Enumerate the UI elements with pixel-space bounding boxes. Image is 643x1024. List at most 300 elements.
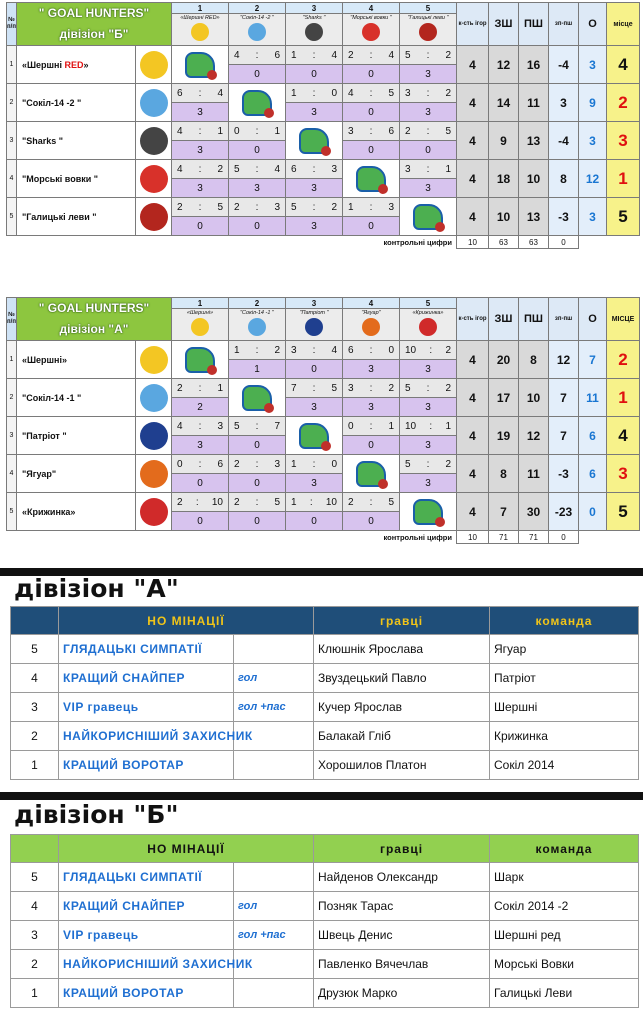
mascot-icon-figure xyxy=(185,52,215,78)
goals-conceded: 16 xyxy=(519,46,549,84)
score-separator: : xyxy=(429,344,433,356)
score-separator: : xyxy=(312,87,316,99)
control-goals-conceded: 63 xyxy=(519,236,549,249)
goals-conceded: 10 xyxy=(519,379,549,417)
nominee-team: Ягуар xyxy=(490,635,639,664)
match-points: 0 xyxy=(172,512,229,531)
score-away: 5 xyxy=(331,382,337,394)
score-away: 2 xyxy=(388,382,394,394)
score-home: 10 xyxy=(405,344,417,356)
goal-difference-header: зп-пш xyxy=(549,298,579,341)
score-home: 1 xyxy=(291,496,297,508)
score-separator: : xyxy=(369,496,373,508)
final-place: 4 xyxy=(607,417,640,455)
nomination-rank: 5 xyxy=(11,635,59,664)
team-column-header xyxy=(343,14,400,46)
mascot-icon xyxy=(400,204,456,230)
match-points: 0 xyxy=(229,512,286,531)
mascot-icon-figure xyxy=(413,499,443,525)
team-name xyxy=(17,493,136,531)
score-away: 3 xyxy=(388,201,394,213)
column-number: 3 xyxy=(286,3,343,14)
nominee-team: Патріот xyxy=(490,664,639,693)
match-points: 3 xyxy=(286,217,343,236)
nominations-header-blank xyxy=(11,835,59,863)
team-column-header xyxy=(400,14,457,46)
mascot-icon xyxy=(400,499,456,525)
score-home: 3 xyxy=(405,87,411,99)
team-logo-icon xyxy=(140,127,168,155)
score-separator: : xyxy=(309,496,313,508)
nomination-note xyxy=(234,863,314,892)
team-name xyxy=(17,160,136,198)
match-score-values xyxy=(400,383,456,394)
match-points: 0 xyxy=(343,217,400,236)
mascot-icon xyxy=(229,90,285,116)
score-away: 5 xyxy=(445,125,451,137)
score-home: 2 xyxy=(348,49,354,61)
team-column-header xyxy=(286,309,343,341)
mascot-icon xyxy=(286,128,342,154)
team-logo-icon xyxy=(248,23,266,41)
column-number: 1 xyxy=(172,3,229,14)
nomination-rank: 2 xyxy=(11,950,59,979)
match-points: 0 xyxy=(229,217,286,236)
score-separator: : xyxy=(255,458,259,470)
match-points: 3 xyxy=(400,360,457,379)
score-away: 2 xyxy=(217,163,223,175)
final-place: 5 xyxy=(607,198,640,236)
score-separator: : xyxy=(312,49,316,61)
match-score-values xyxy=(400,459,456,470)
goals-scored: 20 xyxy=(489,341,519,379)
goals-conceded: 13 xyxy=(519,198,549,236)
team-name xyxy=(17,455,136,493)
score-away: 2 xyxy=(274,344,280,356)
nominee-team: Крижинка xyxy=(490,722,639,751)
games-played: 4 xyxy=(457,46,489,84)
match-score-values xyxy=(172,459,228,470)
match-score xyxy=(343,379,400,398)
score-separator: : xyxy=(198,458,202,470)
match-points: 3 xyxy=(172,141,229,160)
score-home: 2 xyxy=(177,382,183,394)
nominations-header-row xyxy=(11,607,639,635)
score-separator: : xyxy=(198,382,202,394)
match-points: 0 xyxy=(229,474,286,493)
score-separator: : xyxy=(198,201,202,213)
goals-scored: 17 xyxy=(489,379,519,417)
match-score-values xyxy=(172,164,228,175)
match-score-values xyxy=(172,202,228,213)
score-home: 1 xyxy=(291,49,297,61)
match-points: 2 xyxy=(172,398,229,417)
score-away: 2 xyxy=(445,87,451,99)
match-score xyxy=(400,455,457,474)
score-away: 10 xyxy=(325,496,337,508)
header-row xyxy=(7,298,640,309)
column-number: 3 xyxy=(286,298,343,309)
match-points: 3 xyxy=(343,398,400,417)
row-number: 5 xyxy=(7,198,17,236)
team-column-header: команда xyxy=(490,607,639,635)
match-points: 3 xyxy=(400,398,457,417)
mascot-icon-figure xyxy=(299,128,329,154)
nomination-row xyxy=(11,722,639,751)
nominations-table-division-b xyxy=(10,834,639,1008)
match-points: 0 xyxy=(286,360,343,379)
match-points: 0 xyxy=(343,103,400,122)
score-separator: : xyxy=(255,163,259,175)
score-away: 3 xyxy=(331,163,337,175)
goals-scored: 14 xyxy=(489,84,519,122)
team-column-header xyxy=(172,309,229,341)
match-score-values xyxy=(400,345,456,356)
goals-conceded: 10 xyxy=(519,160,549,198)
score-separator: : xyxy=(369,382,373,394)
nominee-player: Звуздецький Павло xyxy=(314,664,490,693)
match-score xyxy=(172,417,229,436)
score-home: 7 xyxy=(291,382,297,394)
mascot-icon-figure xyxy=(299,423,329,449)
score-home: 1 xyxy=(234,344,240,356)
nominee-team: Сокіл 2014 xyxy=(490,751,639,780)
games-played: 4 xyxy=(457,455,489,493)
header-row xyxy=(7,3,640,14)
nomination-note: гол +пас xyxy=(234,693,314,722)
team-column-label: «Шершні» xyxy=(186,310,214,316)
mascot-icon xyxy=(172,347,228,373)
match-score xyxy=(229,122,286,141)
match-points: 0 xyxy=(229,436,286,455)
team-logo xyxy=(136,122,172,160)
team-logo xyxy=(136,341,172,379)
match-score xyxy=(229,455,286,474)
score-separator: : xyxy=(198,420,202,432)
team-column-label: "Сокіл-14 -2 " xyxy=(240,15,274,21)
team-name xyxy=(17,46,136,84)
nominee-player: Швець Денис xyxy=(314,921,490,950)
goal-difference: 7 xyxy=(549,417,579,455)
score-away: 1 xyxy=(217,382,223,394)
nomination-row xyxy=(11,693,639,722)
score-separator: : xyxy=(312,201,316,213)
final-place: 5 xyxy=(607,493,640,531)
team-logo xyxy=(136,160,172,198)
match-score xyxy=(286,160,343,179)
team-logo-icon xyxy=(140,51,168,79)
score-away: 2 xyxy=(445,382,451,394)
score-away: 10 xyxy=(211,496,223,508)
team-name-text: "Сокіл-14 -1 " xyxy=(22,392,82,403)
team-name-text: "Патріот " xyxy=(22,430,67,441)
team-logo-icon xyxy=(140,89,168,117)
row-number: 3 xyxy=(7,122,17,160)
score-away: 5 xyxy=(388,87,394,99)
goals-conceded: 13 xyxy=(519,122,549,160)
team-logo-icon xyxy=(191,23,209,41)
match-points: 0 xyxy=(286,512,343,531)
team-column-label: "Сокіл-14 -1 " xyxy=(240,310,274,316)
team-logo-icon xyxy=(191,318,209,336)
match-score xyxy=(343,198,400,217)
match-score xyxy=(343,46,400,65)
goals-scored: 7 xyxy=(489,493,519,531)
score-away: 3 xyxy=(274,458,280,470)
team-column-label: "Патріот " xyxy=(299,310,329,316)
score-away: 0 xyxy=(331,87,337,99)
games-played: 4 xyxy=(457,84,489,122)
nomination-rank: 3 xyxy=(11,921,59,950)
match-score xyxy=(286,46,343,65)
match-score xyxy=(286,84,343,103)
match-points: 3 xyxy=(400,474,457,493)
match-score xyxy=(400,46,457,65)
games-played: 4 xyxy=(457,379,489,417)
match-score-values xyxy=(343,421,399,432)
score-home: 1 xyxy=(291,458,297,470)
score-separator: : xyxy=(426,87,430,99)
team-column-header xyxy=(400,309,457,341)
nomination-row xyxy=(11,664,639,693)
match-score-values xyxy=(229,50,285,61)
games-played: 4 xyxy=(457,493,489,531)
games-played: 4 xyxy=(457,198,489,236)
team-logo xyxy=(136,417,172,455)
mascot-cell xyxy=(343,160,400,198)
control-goals-scored: 71 xyxy=(489,531,519,544)
nomination-note: гол xyxy=(234,892,314,921)
total-points: 3 xyxy=(579,46,607,84)
goals-scored: 18 xyxy=(489,160,519,198)
nominee-player: Балакай Гліб xyxy=(314,722,490,751)
nomination-row xyxy=(11,751,639,780)
control-row xyxy=(7,531,640,544)
team-row xyxy=(7,46,640,65)
match-score-values xyxy=(343,88,399,99)
match-points: 3 xyxy=(172,436,229,455)
match-score xyxy=(286,341,343,360)
match-score xyxy=(172,84,229,103)
score-separator: : xyxy=(198,125,202,137)
goal-difference: 7 xyxy=(549,379,579,417)
goal-difference: -3 xyxy=(549,198,579,236)
nominee-player: Позняк Тарас xyxy=(314,892,490,921)
nomination-rank: 1 xyxy=(11,751,59,780)
match-score xyxy=(286,493,343,512)
goal-difference-header: зп-пш xyxy=(549,3,579,46)
goals-conceded-header: ПШ xyxy=(519,298,549,341)
match-score-values xyxy=(172,88,228,99)
match-points: 3 xyxy=(400,436,457,455)
mascot-cell xyxy=(229,379,286,417)
control-difference: 0 xyxy=(549,236,579,249)
score-separator: : xyxy=(369,125,373,137)
team-name-text: «Крижинка» xyxy=(22,506,76,517)
players-column-header: гравці xyxy=(314,835,490,863)
mascot-cell xyxy=(286,122,343,160)
score-away: 1 xyxy=(217,125,223,137)
control-goals-conceded: 71 xyxy=(519,531,549,544)
match-points: 0 xyxy=(343,436,400,455)
match-score-values xyxy=(229,345,285,356)
match-score-values xyxy=(172,421,228,432)
score-home: 1 xyxy=(348,201,354,213)
match-points: 3 xyxy=(286,179,343,198)
nomination-rank: 3 xyxy=(11,693,59,722)
column-number: 2 xyxy=(229,3,286,14)
score-home: 5 xyxy=(234,163,240,175)
nomination-rank: 1 xyxy=(11,979,59,1008)
match-points: 0 xyxy=(229,141,286,160)
control-difference: 0 xyxy=(549,531,579,544)
games-header: к-сть ігор xyxy=(457,3,489,46)
goal-difference: 12 xyxy=(549,341,579,379)
goals-conceded: 12 xyxy=(519,417,549,455)
games-played: 4 xyxy=(457,122,489,160)
team-logo-icon xyxy=(305,318,323,336)
score-home: 3 xyxy=(348,382,354,394)
nomination-row xyxy=(11,979,639,1008)
nominations-header-row xyxy=(11,835,639,863)
mascot-icon xyxy=(343,166,399,192)
score-away: 3 xyxy=(217,420,223,432)
team-name-text: "Сокіл-14 -2 " xyxy=(22,97,82,108)
score-away: 5 xyxy=(274,496,280,508)
games-played: 4 xyxy=(457,417,489,455)
nomination-category: ГЛЯДАЦЬКІ СИМПАТІЇ xyxy=(59,635,234,664)
team-name-text: «Шершні xyxy=(22,59,65,70)
team-name-text: "Морські вовки " xyxy=(22,173,99,184)
score-home: 2 xyxy=(177,496,183,508)
total-points: 6 xyxy=(579,417,607,455)
score-away: 4 xyxy=(274,163,280,175)
total-points: 11 xyxy=(579,379,607,417)
final-place: 3 xyxy=(607,122,640,160)
goals-conceded: 8 xyxy=(519,341,549,379)
goal-difference: -3 xyxy=(549,455,579,493)
score-separator: : xyxy=(426,382,430,394)
nominations-table-division-a xyxy=(10,606,639,780)
nominee-player: Клюшнік Ярослава xyxy=(314,635,490,664)
title-line-1: " GOAL HUNTERS" xyxy=(38,301,150,315)
points-header: О xyxy=(579,3,607,46)
control-row xyxy=(7,236,640,249)
control-label: контрольні цифри xyxy=(172,236,457,249)
nomination-note: гол xyxy=(234,664,314,693)
nomination-category: КРАЩИЙ СНАЙПЕР xyxy=(59,892,234,921)
match-score-values xyxy=(229,497,285,508)
score-home: 5 xyxy=(405,49,411,61)
goal-difference: -23 xyxy=(549,493,579,531)
team-row xyxy=(7,417,640,436)
team-logo xyxy=(136,379,172,417)
team-name xyxy=(17,417,136,455)
team-column-label: «Крижинка» xyxy=(412,310,444,316)
total-points: 12 xyxy=(579,160,607,198)
match-score xyxy=(400,341,457,360)
score-home: 6 xyxy=(177,87,183,99)
match-score-values xyxy=(229,164,285,175)
score-separator: : xyxy=(312,458,316,470)
score-separator: : xyxy=(312,163,316,175)
match-score-values xyxy=(343,126,399,137)
score-separator: : xyxy=(255,49,259,61)
nomination-row xyxy=(11,950,639,979)
team-column-header xyxy=(229,14,286,46)
score-home: 2 xyxy=(234,458,240,470)
nomination-row xyxy=(11,921,639,950)
match-points: 0 xyxy=(400,141,457,160)
goals-scored-header: ЗШ xyxy=(489,298,519,341)
table-title xyxy=(17,298,172,341)
team-name xyxy=(17,379,136,417)
match-score-values xyxy=(343,345,399,356)
match-score-values xyxy=(172,126,228,137)
team-row xyxy=(7,379,640,398)
mascot-icon xyxy=(343,461,399,487)
score-home: 6 xyxy=(291,163,297,175)
team-logo-icon xyxy=(248,318,266,336)
score-away: 7 xyxy=(274,420,280,432)
score-away: 5 xyxy=(217,201,223,213)
match-points: 3 xyxy=(286,474,343,493)
team-name xyxy=(17,122,136,160)
nomination-category: КРАЩИЙ СНАЙПЕР xyxy=(59,664,234,693)
mascot-cell xyxy=(343,455,400,493)
match-score xyxy=(172,160,229,179)
goals-conceded: 11 xyxy=(519,455,549,493)
team-name-text: «Шершні» xyxy=(22,354,67,365)
score-away: 4 xyxy=(331,344,337,356)
players-column-header: гравці xyxy=(314,607,490,635)
title-line-1: " GOAL HUNTERS" xyxy=(38,6,150,20)
team-row xyxy=(7,122,640,141)
nominee-team: Морські Вовки xyxy=(490,950,639,979)
match-points: 3 xyxy=(286,103,343,122)
team-name-red: RED xyxy=(64,59,84,70)
team-logo xyxy=(136,198,172,236)
score-separator: : xyxy=(426,458,430,470)
match-score-values xyxy=(229,459,285,470)
nominee-player: Найденов Олександр xyxy=(314,863,490,892)
total-points: 3 xyxy=(579,122,607,160)
match-points: 0 xyxy=(343,65,400,84)
match-score xyxy=(229,198,286,217)
row-number-header: № п/п xyxy=(7,3,17,46)
score-away: 3 xyxy=(274,201,280,213)
score-home: 0 xyxy=(177,458,183,470)
match-score-values xyxy=(172,497,228,508)
match-score-values xyxy=(286,459,342,470)
team-name-text: "Sharks " xyxy=(22,135,64,146)
score-away: 2 xyxy=(445,49,451,61)
nomination-category: НАЙКОРИСНІШИЙ ЗАХИСНИК xyxy=(59,950,234,979)
match-score xyxy=(229,160,286,179)
team-name-tail: » xyxy=(83,59,89,70)
row-number: 3 xyxy=(7,417,17,455)
score-separator: : xyxy=(369,344,373,356)
games-played: 4 xyxy=(457,160,489,198)
match-points: 3 xyxy=(400,179,457,198)
total-points: 9 xyxy=(579,84,607,122)
team-logo-icon xyxy=(305,23,323,41)
nomination-rank: 5 xyxy=(11,863,59,892)
match-score xyxy=(229,493,286,512)
team-logo-icon xyxy=(140,422,168,450)
place-header: МІСЦЕ xyxy=(607,298,640,341)
final-place: 3 xyxy=(607,455,640,493)
